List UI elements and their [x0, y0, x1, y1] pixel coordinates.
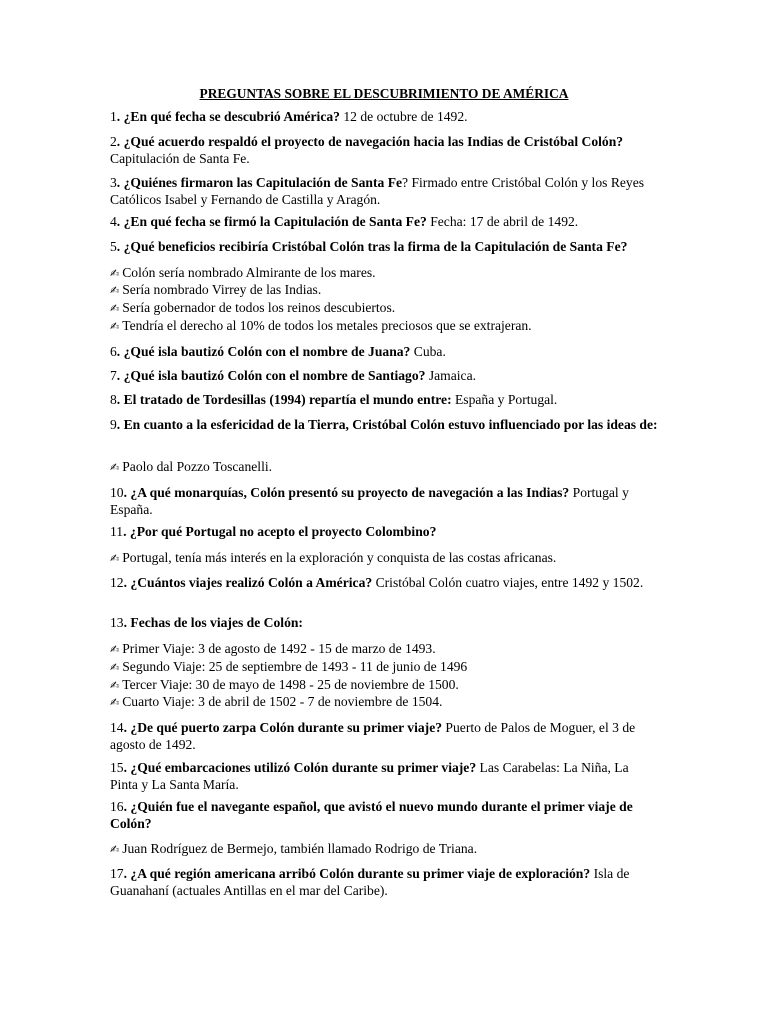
question-number: 12	[110, 575, 124, 590]
question-number: 3	[110, 175, 117, 190]
question-number: 14	[110, 720, 124, 735]
bullet-item	[110, 281, 658, 299]
question-13	[110, 614, 658, 631]
answer-text: Jamaica.	[425, 368, 477, 383]
question-6	[110, 343, 658, 360]
writing-hand-icon: ✍	[110, 696, 120, 709]
bullet-item	[110, 840, 658, 858]
question-text: . ¿En qué fecha se firmó la Capitulación de Santa Fe?	[116, 214, 427, 229]
question-number: 11	[110, 524, 124, 539]
question-2	[110, 133, 658, 167]
answer-text: Portugal y España.	[110, 485, 629, 517]
bullet-text: Paolo dal Pozzo Toscanelli.	[122, 459, 273, 474]
bullet-text: Sería gobernador de todos los reinos descubiertos.	[122, 300, 396, 315]
writing-hand-icon: ✍	[110, 661, 120, 674]
bullet-item	[110, 549, 658, 567]
answer-text: 12 de octubre de 1492.	[339, 109, 468, 124]
question-15	[110, 759, 658, 793]
question-number: 4	[110, 214, 117, 229]
question-text: . ¿Cuántos viajes realizó Colón a América?	[123, 575, 373, 590]
question-16	[110, 798, 658, 832]
writing-hand-icon: ✍	[110, 320, 120, 333]
question-12	[110, 574, 658, 591]
question-number: 5	[110, 239, 117, 254]
bullet-text: Tercer Viaje: 30 de mayo de 1498 - 25 de noviembre de 1500.	[122, 677, 459, 692]
question-3	[110, 174, 658, 208]
bullet-text: Cuarto Viaje: 3 de abril de 1502 - 7 de noviembre de 1504.	[122, 694, 443, 709]
answer-text: Fecha: 17 de abril de 1492.	[426, 214, 579, 229]
question-8	[110, 391, 658, 408]
answer-text: Puerto de Palos de Moguer, el 3 de agosto de 1492.	[110, 720, 636, 752]
bullet-item	[110, 693, 658, 711]
bullet-text: Primer Viaje: 3 de agosto de 1492 - 15 de marzo de 1493.	[122, 641, 436, 656]
question-text: . ¿A qué región americana arribó Colón durante su primer viaje de exploración?	[123, 866, 591, 881]
answer-text: Isla de Guanahaní (actuales Antillas en el mar del Caribe).	[110, 866, 630, 898]
question-number: 10	[110, 485, 124, 500]
question-text: . ¿Qué embarcaciones utilizó Colón durante su primer viaje?	[123, 760, 477, 775]
writing-hand-icon: ✍	[110, 643, 120, 656]
question-number: 13	[110, 615, 124, 630]
question-text: . ¿Quién fue el navegante español, que avistó el nuevo mundo durante el primer viaje de Colón?	[110, 799, 633, 831]
question-17	[110, 865, 658, 899]
question-text: . Fechas de los viajes de Colón:	[123, 615, 303, 630]
question-11	[110, 523, 658, 540]
bullet-text: Colón sería nombrado Almirante de los mares.	[122, 265, 376, 280]
writing-hand-icon: ✍	[110, 679, 120, 692]
question-14	[110, 719, 658, 753]
bullet-item	[110, 264, 658, 282]
answer-text: ? Firmado entre Cristóbal Colón y los Reyes Católicos Isabel y Fernando de Castilla y Aragón.	[110, 175, 645, 207]
answer-text: Las Carabelas: La Niña, La Pinta y La Santa María.	[110, 760, 629, 792]
question-number: 17	[110, 866, 124, 881]
writing-hand-icon: ✍	[110, 843, 120, 856]
writing-hand-icon: ✍	[110, 284, 120, 297]
question-text: . ¿A qué monarquías, Colón presentó su proyecto de navegación a las Indias?	[123, 485, 570, 500]
question-number: 16	[110, 799, 124, 814]
bullet-text: Tendría el derecho al 10% de todos los metales preciosos que se extrajeran.	[122, 318, 532, 333]
question-text: . ¿Qué isla bautizó Colón con el nombre de Juana?	[116, 344, 411, 359]
question-text: . ¿De qué puerto zarpa Colón durante su primer viaje?	[123, 720, 443, 735]
question-text: . ¿Qué acuerdo respaldó el proyecto de navegación hacia las Indias de Cristóbal Colón?	[116, 134, 624, 149]
bullet-text: Portugal, tenía más interés en la exploración y conquista de las costas africanas.	[122, 550, 557, 565]
question-number: 9	[110, 417, 117, 432]
question-number: 15	[110, 760, 124, 775]
bullet-item	[110, 640, 658, 658]
question-text: . En cuanto a la esfericidad de la Tierra, Cristóbal Colón estuvo influenciado por las ideas de:	[116, 417, 658, 432]
question-5	[110, 238, 658, 255]
question-number: 7	[110, 368, 117, 383]
question-4	[110, 213, 658, 230]
question-text: . ¿En qué fecha se descubrió América?	[116, 109, 340, 124]
bullet-item	[110, 676, 658, 694]
question-text: . ¿Qué beneficios recibiría Cristóbal Colón tras la firma de la Capitulación de Santa Fe?	[116, 239, 628, 254]
writing-hand-icon: ✍	[110, 552, 120, 565]
writing-hand-icon: ✍	[110, 267, 120, 280]
question-text: . ¿Qué isla bautizó Colón con el nombre de Santiago?	[116, 368, 426, 383]
question-9	[110, 416, 658, 433]
document-title: PREGUNTAS SOBRE EL DESCUBRIMIENTO DE AMÉRICA	[199, 86, 569, 101]
question-text: . El tratado de Tordesillas (1994) repartía el mundo entre:	[116, 392, 452, 407]
question-number: 8	[110, 392, 117, 407]
question-number: 6	[110, 344, 117, 359]
writing-hand-icon: ✍	[110, 302, 120, 315]
bullet-text: Segundo Viaje: 25 de septiembre de 1493 - 11 de junio de 1496	[122, 659, 468, 674]
bullet-text: Sería nombrado Virrey de las Indias.	[122, 282, 322, 297]
bullet-item	[110, 658, 658, 676]
question-text: . ¿Por qué Portugal no acepto el proyecto Colombino?	[123, 524, 437, 539]
answer-text: Cristóbal Colón cuatro viajes, entre 1492 y 1502.	[372, 575, 644, 590]
question-7	[110, 367, 658, 384]
bullet-text: Juan Rodríguez de Bermejo, también llamado Rodrigo de Triana.	[122, 841, 478, 856]
writing-hand-icon: ✍	[110, 461, 120, 474]
question-number: 2	[110, 134, 117, 149]
question-text: . ¿Quiénes firmaron las Capitulación de Santa Fe	[116, 175, 403, 190]
bullet-item	[110, 458, 658, 476]
bullet-item	[110, 317, 658, 335]
question-10	[110, 484, 658, 518]
bullet-item	[110, 299, 658, 317]
question-number: 1	[110, 109, 117, 124]
question-1	[110, 108, 658, 125]
answer-text: Capitulación de Santa Fe.	[110, 151, 250, 166]
answer-text: España y Portugal.	[451, 392, 558, 407]
answer-text: Cuba.	[410, 344, 446, 359]
